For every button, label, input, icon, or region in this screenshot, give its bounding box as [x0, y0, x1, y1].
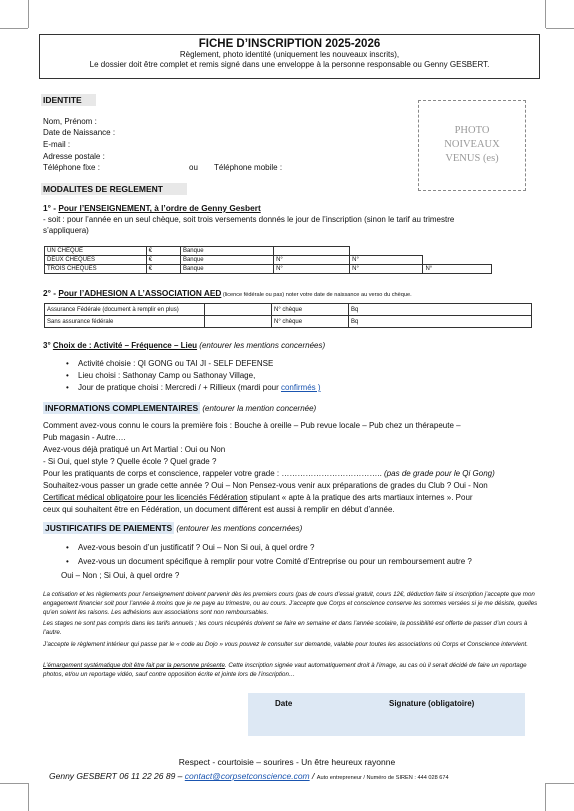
smallprint-paragraph: Les stages ne sont pas compris dans les tarifs annuels ; les cours récupérés doivent se faire en semaine et dans l’année scolaire, la possibilité est offerte de passer d’un cours à l’autre. — [43, 620, 528, 636]
justif-note: (entourer les mentions concernées) — [174, 524, 303, 533]
table-cell[interactable]: N° chèque — [272, 304, 349, 316]
photo-label-3: VENUS (es) — [445, 153, 499, 164]
table-cell — [423, 256, 492, 265]
smallprint-paragraph: J’accepte le règlement intérieur qui passe par le « code au Dojo » vous pouvez le consulter sur demande, valable pour toutes les associations où Corps et Conscience intervient. — [43, 641, 528, 648]
adhesion-title — [43, 288, 412, 301]
tel-fixe-field[interactable]: Téléphone fixe : — [43, 163, 100, 172]
table-cell[interactable]: N° — [423, 265, 492, 274]
table-cell[interactable]: N° chèque — [272, 316, 349, 328]
enseignement-title — [43, 203, 261, 214]
table-row — [45, 247, 492, 256]
crop-mark — [28, 783, 29, 811]
signature-box[interactable] — [248, 693, 525, 736]
crop-mark — [545, 0, 546, 28]
adhesion-note: (licence fédérale ou pas) noter votre date de naissance au verso du chèque. — [221, 292, 412, 298]
enseignement-line-2: s’appliquera) — [43, 226, 89, 235]
table-cell[interactable]: N° — [274, 265, 350, 274]
activite-choice[interactable]: • Activité choisie : QI GONG ou TAI JI - SELF DEFENSE — [78, 358, 273, 369]
adhesion-title-text: Pour l’ADHESION A L’ASSOCIATION AED — [58, 288, 222, 298]
justif-heading: JUSTIFICATIFS DE PAIEMENTS — [45, 523, 173, 533]
contact-sep: / — [309, 771, 317, 781]
date-label: Date — [275, 699, 293, 708]
confirmes-link[interactable]: confirmés ) — [280, 383, 321, 392]
choix-num: 3° — [43, 341, 53, 350]
tel-mobile-field[interactable]: Téléphone mobile : — [214, 163, 283, 172]
grade-note: (pas de grade pour le Qi Gong) — [384, 469, 495, 478]
enseignement-line-1: - soit : pour l’année en un seul chèque, soit trois versements donnés le jour de l’inscription (sinon le tarif au trimestre — [43, 215, 455, 224]
table-cell[interactable] — [205, 304, 272, 316]
adresse-field[interactable]: Adresse postale : — [43, 152, 105, 161]
table-cell[interactable]: € — [146, 247, 180, 256]
enseignement-title-text: Pour l’ENSEIGNEMENT, à l’ordre de Genny Gesbert — [58, 203, 261, 213]
modalites-heading: MODALITES DE REGLEMENT — [41, 183, 187, 195]
table-cell[interactable]: € — [146, 256, 180, 265]
email-field[interactable]: E-mail : — [43, 140, 71, 149]
infos-line: ceux qui souhaitent être en Fédération, un document différent est aussi à remplir en début d’année. — [43, 505, 395, 514]
table-cell: UN CHEQUE — [45, 247, 147, 256]
table-cell — [350, 247, 423, 256]
certificat-text: Certificat médical obligatoire pour les licenciés Fédération — [43, 493, 248, 502]
table-cell: DEUX CHEQUES — [45, 256, 147, 265]
infos-line: Souhaitez-vous passer un grade cette année ? Oui – Non Pensez-vous venir aux préparations de grades du Club ? Oui - Non — [43, 481, 488, 490]
table-cell[interactable]: Banque — [180, 256, 273, 265]
emargement-text: L’émargement systématique doit être fait par la personne présente — [43, 662, 225, 669]
lieu-choice[interactable]: • Lieu choisi : Sathonay Camp ou Sathonay Village, — [78, 370, 255, 381]
emargement-rest: . Cette inscription signée vaut automatiquement droit à l’image, au cas où il serait décidé de faire un reportage photos, et/ou un reportage vidéo, sauf contre opposition écrite et jointe lors de l’inscription… — [43, 662, 527, 678]
infos-note: (entourer la mention concernée) — [200, 404, 317, 413]
crop-mark — [28, 0, 29, 28]
table-cell — [423, 247, 492, 256]
table-cell[interactable]: € — [146, 265, 180, 274]
justif-question[interactable]: Oui – Non ; Si Oui, à quel ordre ? — [61, 571, 180, 580]
table-cell[interactable]: Bq — [349, 316, 532, 328]
jour-choice[interactable] — [78, 382, 321, 393]
crop-mark — [546, 28, 574, 29]
justif-heading-row — [43, 523, 302, 534]
footer-motto: Respect - courtoisie – sourires - Un être heureux rayonne — [178, 757, 396, 767]
smallprint-paragraph — [43, 661, 539, 679]
cheque-table — [44, 246, 492, 274]
infos-line: - Si Oui, quel style ? Quelle école ? Quel grade ? — [43, 457, 217, 466]
footer-contact — [49, 771, 449, 784]
crop-mark — [0, 28, 28, 29]
grade-text: Pour les pratiquants de corps et conscience, rappeler votre grade : ……………………………….. — [43, 469, 385, 478]
tel-ou-label: ou — [189, 163, 198, 172]
adhesion-num: 2° - — [43, 288, 59, 298]
table-cell[interactable]: N° — [350, 265, 423, 274]
infos-line — [43, 468, 495, 479]
document-title: FICHE D’INSCRIPTION 2025-2026 — [198, 38, 381, 50]
crop-mark — [0, 783, 28, 784]
smallprint-paragraph: La cotisation et les règlements pour l’enseignement doivent parvenir dès les premiers cours (pas de cours d’essai gratuit, cours 12€, déduction faite si inscription j’accepte que mon engagement financier soit pour l’année à moins que je ne paye au trimestre, ou au cours. J’accepte que Corps et conscience conserve les sommes versées si je me désiste, quelles qu’en soient les raisons. Les adhésions aux associations sont non remboursables. — [43, 591, 538, 616]
justif-question[interactable]: • Avez-vous besoin d’un justificatif ? Oui – Non Si oui, à quel ordre ? — [78, 542, 314, 553]
table-cell[interactable]: N° — [274, 256, 350, 265]
table-row — [45, 256, 492, 265]
jour-choice-text: Jour de pratique choisi : Mercredi / + Rillieux (mardi pour — [78, 383, 281, 392]
crop-mark — [545, 783, 546, 811]
table-row — [45, 304, 532, 316]
header-line-1: Règlement, photo identité (uniquement les nouveaux inscrits), — [179, 50, 400, 59]
certificat-rest: stipulant « apte à la pratique des arts martiaux internes ». Pour — [247, 493, 473, 502]
table-cell[interactable] — [205, 316, 272, 328]
nom-field[interactable]: Nom, Prénom : — [43, 117, 97, 126]
document-header — [39, 34, 540, 79]
contact-siren: Auto entrepreneur / Numéro de SIREN : 444 028 674 — [316, 775, 449, 781]
infos-heading-row — [43, 403, 316, 414]
naissance-field[interactable]: Date de Naissance : — [43, 128, 116, 137]
photo-label-2: NOIVEAUX — [444, 139, 500, 150]
contact-email-link[interactable]: contact@corpsetconscience.com — [184, 771, 310, 781]
table-cell[interactable]: Banque — [180, 265, 273, 274]
crop-mark — [546, 783, 574, 784]
photo-box — [418, 100, 526, 191]
choix-note: (entourer les mentions concernées) — [197, 341, 326, 350]
adhesion-table — [44, 303, 532, 328]
table-cell: Assurance Fédérale (document à remplir en plus) — [45, 304, 205, 316]
signature-label: Signature (obligatoire) — [389, 699, 475, 708]
choix-title-text: Choix de : Activité – Fréquence – Lieu — [52, 341, 198, 350]
infos-heading: INFORMATIONS COMPLEMENTAIRES — [45, 403, 199, 413]
contact-phone: Genny GESBERT 06 11 22 26 89 – — [49, 771, 185, 781]
photo-label-1: PHOTO — [454, 125, 490, 136]
table-cell[interactable]: Bq — [349, 304, 532, 316]
infos-line: Avez-vous déjà pratiqué un Art Martial : Oui ou Non — [43, 445, 226, 454]
infos-line — [43, 492, 473, 503]
enseignement-num: 1° - — [43, 203, 59, 213]
table-cell[interactable]: N° — [350, 256, 423, 265]
table-cell[interactable]: Banque — [180, 247, 273, 256]
table-cell: Sans assurance fédérale — [45, 316, 205, 328]
header-line-2: Le dossier doit être complet et remis signé dans une enveloppe à la personne responsable ou Genny GESBERT. — [89, 60, 490, 69]
infos-line: Comment avez-vous connu le cours la première fois : Bouche à oreille – Pub revue locale – Pub chez un thérapeute – — [43, 421, 461, 430]
table-cell[interactable] — [274, 247, 350, 256]
table-row — [45, 316, 532, 328]
justif-question[interactable]: • Avez-vous un document spécifique à remplir pour votre Comité d’Entreprise ou pour un remboursement autre ? — [78, 556, 472, 567]
table-cell: TROIS CHEQUES — [45, 265, 147, 274]
choix-title — [43, 340, 325, 351]
identite-heading: IDENTITE — [41, 94, 96, 106]
table-row — [45, 265, 492, 274]
infos-line: Pub magasin - Autre…. — [43, 433, 126, 442]
